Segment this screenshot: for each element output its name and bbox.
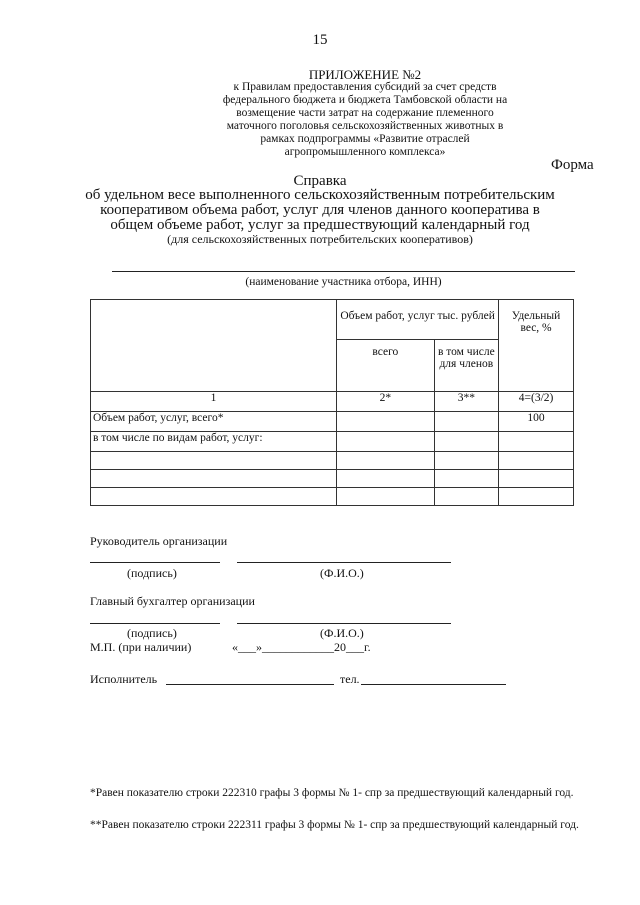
executor-label: Исполнитель [90,672,158,686]
accountant-name-line [237,623,451,624]
table-row [91,452,574,470]
cell-total [337,452,434,470]
cell-members [434,452,499,470]
document-subtitle: об удельном весе выполненного сельскохозяйственным потребительским кооперативом объема работ, услуг для членов данного кооператива в общем объеме работ, услуг за предшествующий календарный год [85,187,555,233]
column-number: 3** [434,392,499,412]
row-label: Объем работ, услуг, всего* [91,412,337,432]
report-table [90,299,574,506]
table-header-total: всего [337,340,434,392]
table-header-empty [91,300,337,392]
annex-line: агропромышленного комплекса» [284,146,446,158]
cell-share [499,488,574,506]
cell-share: 100 [499,412,574,432]
table-row [91,488,574,506]
form-label: Форма [551,157,594,173]
annex-line: маточного поголовья сельскохозяйственных животных в [226,120,504,132]
executor-line [166,684,334,685]
subtitle-note: (для сельскохозяйственных потребительских кооперативов) [167,232,473,246]
cell-total [337,412,434,432]
annex-line: рамках подпрограммы «Развитие отраслей [260,133,470,145]
phone-line [361,684,506,685]
cell-share [499,452,574,470]
cell-members [434,432,499,452]
annex-line: к Правилам предоставления субсидий за счет средств [233,81,497,93]
name-caption: (Ф.И.О.) [320,626,364,640]
column-number: 2* [337,392,434,412]
signature-caption: (подпись) [127,626,177,640]
page-number: 15 [312,32,328,48]
annex-title: ПРИЛОЖЕНИЕ №2 [308,67,422,82]
cell-members [434,412,499,432]
cell-members [434,470,499,488]
row-label [91,470,337,488]
head-signature-line [90,562,220,563]
table-row [91,470,574,488]
accountant-signature-line [90,623,220,624]
column-number: 4=(3/2) [499,392,574,412]
head-name-line [237,562,451,563]
document-title: Справка [293,173,347,189]
participant-name-line [112,271,575,272]
accountant-label: Главный бухгалтер организации [90,594,255,608]
footnote: *Равен показателю строки 222310 графы 3 формы № 1- спр за предшествующий календарный год. [90,787,574,799]
table-header-volume: Объем работ, услуг тыс. рублей [337,300,499,340]
date-field: «___»____________20___г. [232,640,371,654]
row-label: в том числе по видам работ, услуг: [91,432,337,452]
table-header-members: в том числе для членов [434,340,499,392]
name-caption: (Ф.И.О.) [320,566,364,580]
cell-total [337,432,434,452]
table-header-share: Удельный вес, % [499,300,574,392]
annex-line: федерального бюджета и бюджета Тамбовской области на [222,94,508,106]
cell-total [337,470,434,488]
annex-block [220,68,510,159]
row-label [91,488,337,506]
cell-members [434,488,499,506]
participant-caption: (наименование участника отбора, ИНН) [245,276,442,288]
cell-total [337,488,434,506]
cell-share [499,432,574,452]
stamp-label: М.П. (при наличии) [90,640,192,654]
signature-caption: (подпись) [127,566,177,580]
phone-label: тел. [340,672,360,686]
footnote: **Равен показателю строки 222311 графы 3 формы № 1- спр за предшествующий календарный год. [90,819,579,831]
head-label: Руководитель организации [90,534,228,548]
row-label [91,452,337,470]
annex-line: возмещение части затрат на содержание племенного [236,107,494,119]
table-row [91,432,574,452]
table-row [91,412,574,432]
cell-share [499,470,574,488]
column-number: 1 [91,392,337,412]
